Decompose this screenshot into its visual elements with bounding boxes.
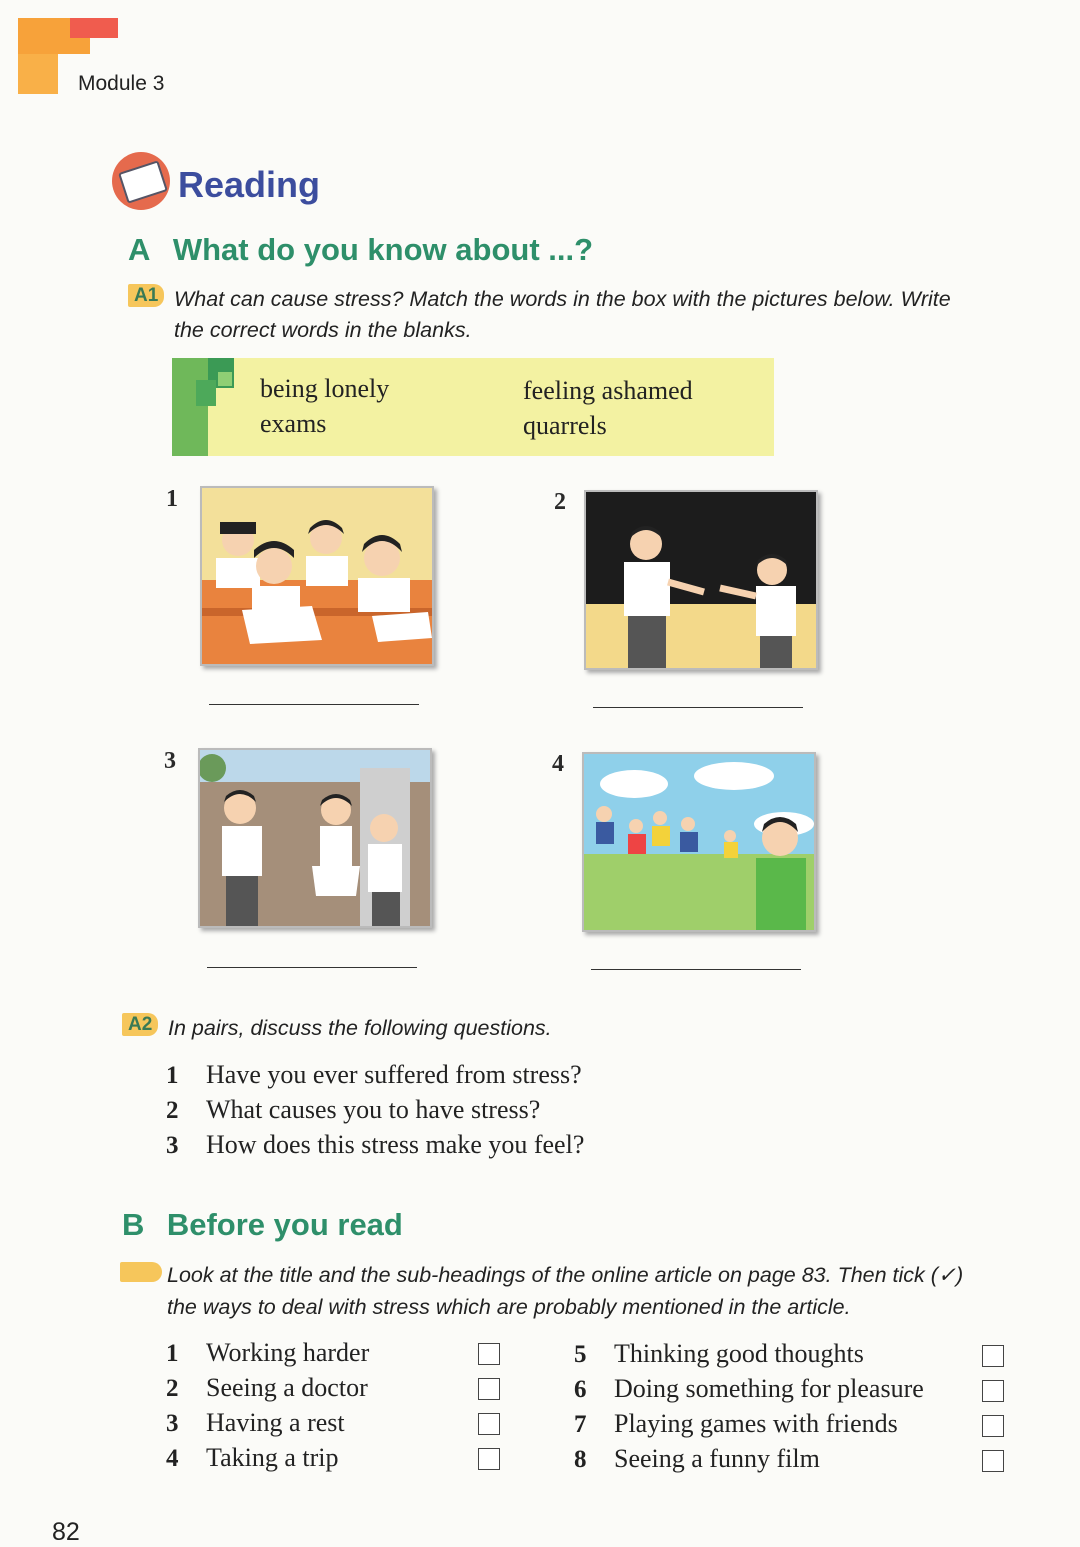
tick-checkbox[interactable]: [982, 1345, 1004, 1367]
picture-number: 3: [164, 748, 176, 774]
picture-lonely: [198, 748, 432, 928]
picture-quarrel: [584, 490, 818, 670]
section-b-title: Before you read: [166, 1207, 403, 1242]
word-box-item: quarrels: [523, 411, 607, 440]
b-instruction-line2: the ways to deal with stress which are probably mentioned in the article.: [167, 1295, 851, 1319]
b-tag: [120, 1262, 162, 1282]
picture-number: 2: [554, 489, 566, 515]
picture-football: [582, 752, 816, 932]
tick-item: 5 Thinking good thoughts: [574, 1339, 864, 1368]
a2-tag: A2: [122, 1014, 158, 1036]
tick-checkbox[interactable]: [478, 1343, 500, 1365]
discussion-question: 3 How does this stress make you feel?: [166, 1130, 585, 1159]
answer-blank[interactable]: [207, 967, 417, 968]
tick-item: 6 Doing something for pleasure: [574, 1374, 924, 1403]
a2-instruction: In pairs, discuss the following questions.: [168, 1016, 552, 1040]
tick-item: 4 Taking a trip: [166, 1443, 339, 1472]
word-box-decoration-block: [218, 372, 232, 386]
picture-exam: [200, 486, 434, 666]
page-number: 82: [52, 1518, 80, 1546]
discussion-question: 1 Have you ever suffered from stress?: [166, 1060, 582, 1089]
discussion-question: 2 What causes you to have stress?: [166, 1095, 541, 1124]
a1-instruction-line2: the correct words in the blanks.: [174, 318, 472, 342]
tick-checkbox[interactable]: [982, 1450, 1004, 1472]
tick-item: 3 Having a rest: [166, 1408, 345, 1437]
b-instruction-line1: Look at the title and the sub-headings of the online article on page 83. Then tick (✓): [167, 1263, 964, 1287]
module-tab-lower: [18, 54, 58, 94]
picture-number: 4: [552, 751, 564, 777]
a1-tag: A1: [128, 285, 164, 307]
word-box-item: feeling ashamed: [523, 376, 693, 405]
tick-item: 2 Seeing a doctor: [166, 1373, 368, 1402]
module-label: Module 3: [78, 72, 165, 95]
reading-book-icon: [112, 152, 170, 210]
tick-checkbox[interactable]: [478, 1448, 500, 1470]
picture-number: 1: [166, 486, 178, 512]
section-heading: Reading: [178, 164, 321, 205]
word-box-decoration-block: [196, 380, 216, 406]
answer-blank[interactable]: [591, 969, 801, 970]
word-box-item: being lonely: [260, 374, 390, 403]
section-a-title: What do you know about ...?: [172, 232, 594, 267]
tick-item: 1 Working harder: [166, 1338, 370, 1367]
section-a-heading: [128, 232, 593, 268]
section-b-letter: B: [122, 1207, 145, 1242]
tick-checkbox[interactable]: [478, 1378, 500, 1400]
word-box-decoration: [172, 358, 208, 456]
tick-checkbox[interactable]: [982, 1415, 1004, 1437]
tick-checkbox[interactable]: [982, 1380, 1004, 1402]
answer-blank[interactable]: [209, 704, 419, 705]
module-tab-accent: [70, 18, 118, 38]
answer-blank[interactable]: [593, 707, 803, 708]
section-b-heading: [122, 1207, 403, 1243]
tick-item: 7 Playing games with friends: [574, 1409, 898, 1438]
section-a-letter: A: [128, 232, 151, 267]
tick-item: 8 Seeing a funny film: [574, 1444, 820, 1473]
word-box: [172, 358, 774, 456]
a1-instruction-line1: What can cause stress? Match the words in the box with the pictures below. Write: [174, 287, 951, 311]
tick-checkbox[interactable]: [478, 1413, 500, 1435]
word-box-item: exams: [260, 409, 327, 438]
